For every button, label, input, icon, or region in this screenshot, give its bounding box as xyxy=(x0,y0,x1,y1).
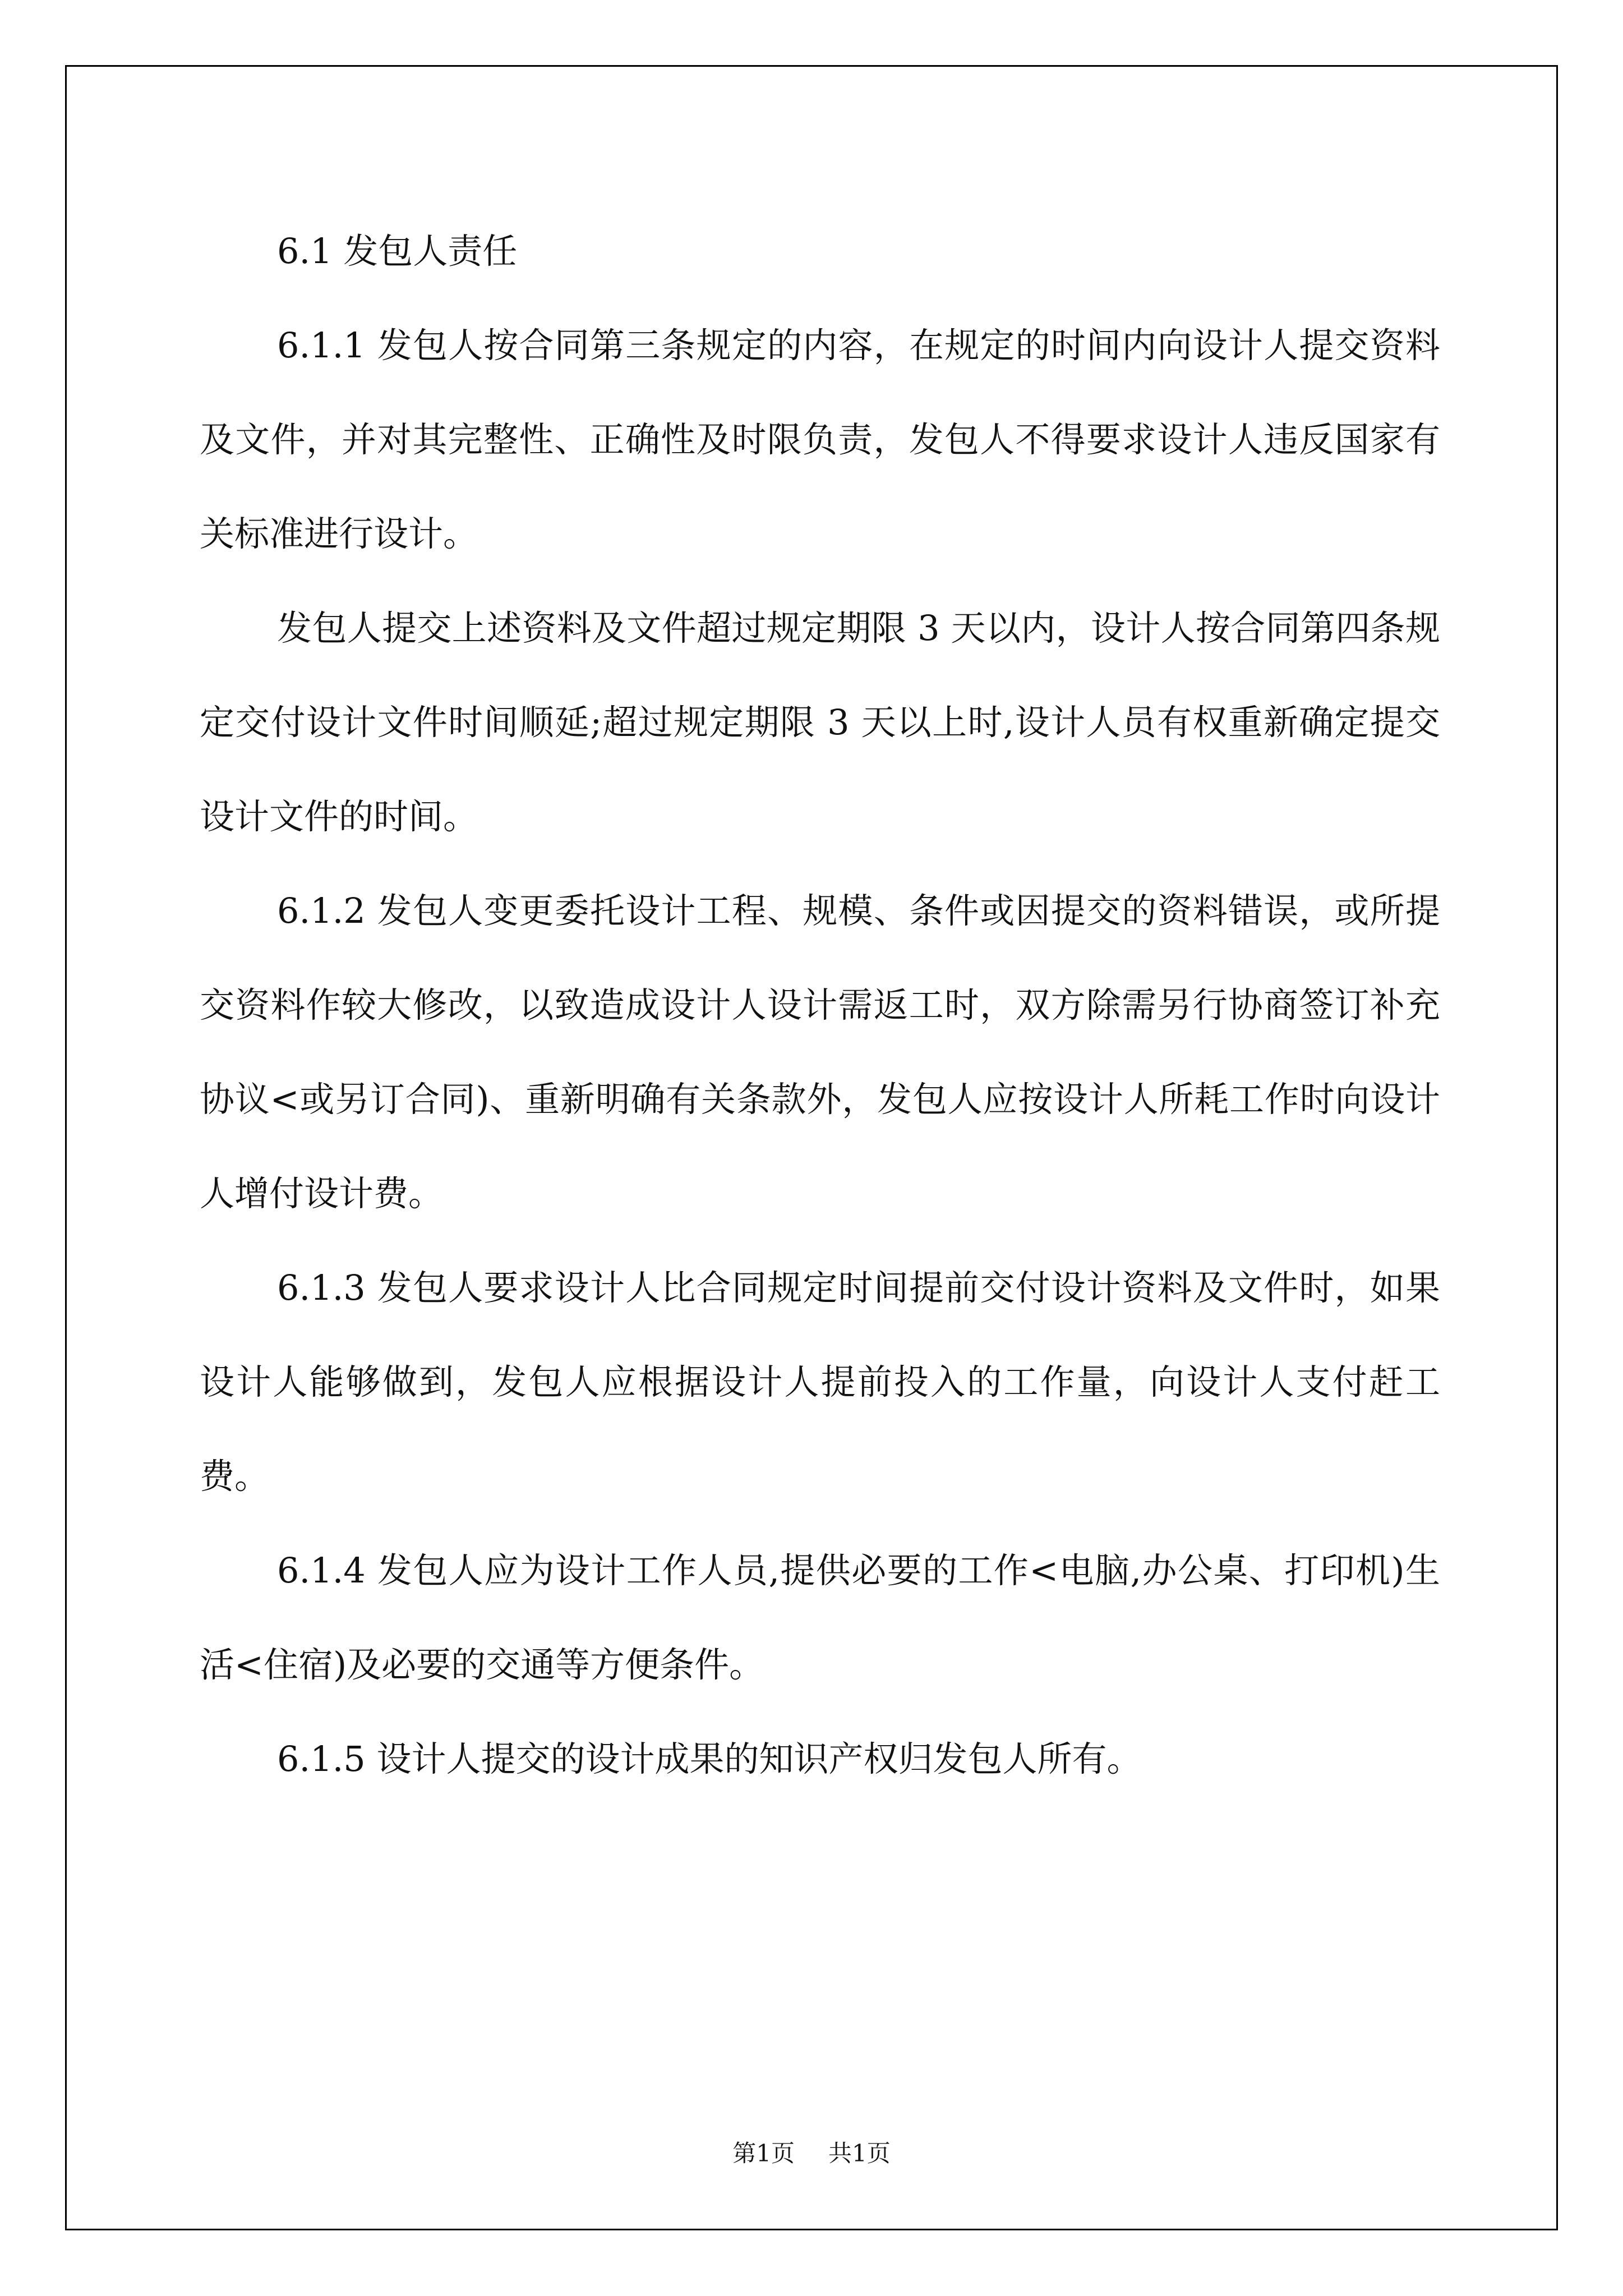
paragraph-6-1-4: 6.1.4 发包人应为设计工作人员,提供必要的工作<电脑,办公桌、打印机)生活<住宿)及必要的交通等方便条件。 xyxy=(200,1550,1440,1685)
paragraph-6-1-1: 6.1.1 发包人按合同第三条规定的内容，在规定的时间内向设计人提交资料及文件，并对其完整性、正确性及时限负责，发包人不得要求设计人违反国家有关标准进行设计。 xyxy=(200,325,1440,554)
paragraph-deadline: 发包人提交上述资料及文件超过规定期限 3 天以内，设计人按合同第四条规定交付设计文件时间顺延;超过规定期限 3 天以上时,设计人员有权重新确定提交设计文件的时间。 xyxy=(200,608,1440,837)
paragraph-6-1-5: 6.1.5 设计人提交的设计成果的知识产权归发包人所有。 xyxy=(277,1738,1142,1779)
document-body xyxy=(200,204,1440,1806)
paragraph-6-1-3: 6.1.3 发包人要求设计人比合同规定时间提前交付设计资料及文件时，如果设计人能够做到，发包人应根据设计人提前投入的工作量，向设计人支付赶工费。 xyxy=(200,1267,1440,1497)
page-footer xyxy=(0,2135,1623,2169)
page-number: 第1页 xyxy=(732,2139,795,2167)
page-total: 共1页 xyxy=(828,2139,891,2167)
paragraph-6-1-2: 6.1.2 发包人变更委托设计工程、规模、条件或因提交的资料错误，或所提交资料作较大修改，以致造成设计人设计需返工时，双方除需另行协商签订补充协议<或另订合同)、重新明确有关条款外，发包人应按设计人所耗工作时向设计人增付设计费。 xyxy=(200,890,1440,1214)
section-heading: 6.1 发包人责任 xyxy=(277,231,518,272)
